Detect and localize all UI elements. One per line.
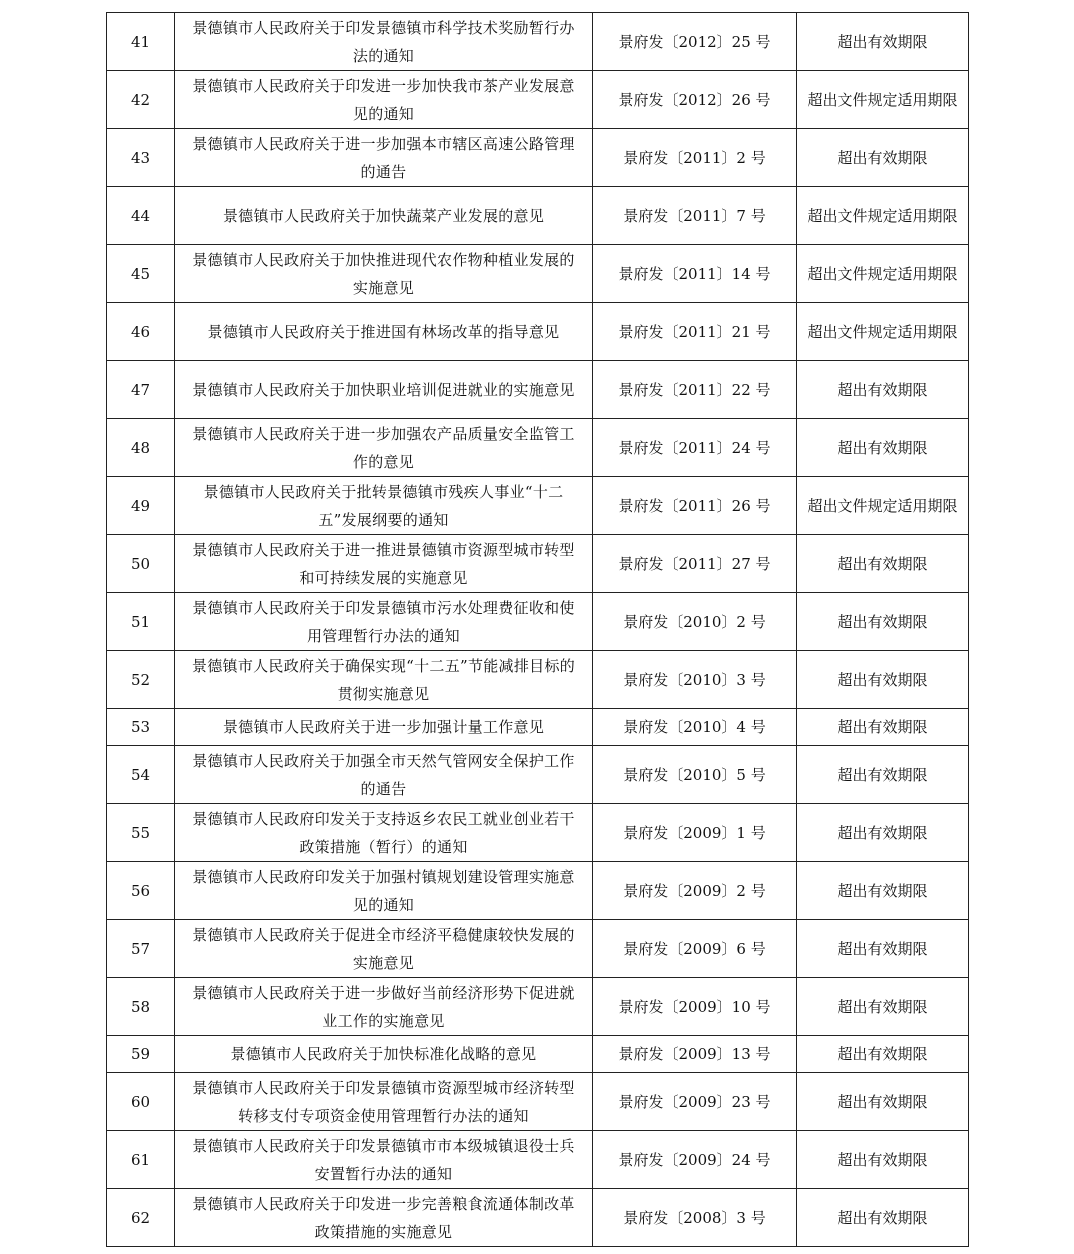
row-number: 49 bbox=[107, 477, 175, 535]
status-reason: 超出有效期限 bbox=[797, 709, 969, 746]
status-reason: 超出有效期限 bbox=[797, 1131, 969, 1189]
table-row bbox=[107, 535, 969, 593]
document-title: 景德镇市人民政府印发关于加强村镇规划建设管理实施意见的通知 bbox=[175, 862, 593, 920]
abolished-documents-table bbox=[106, 12, 969, 1247]
status-reason: 超出有效期限 bbox=[797, 862, 969, 920]
document-title: 景德镇市人民政府关于确保实现“十二五”节能减排目标的贯彻实施意见 bbox=[175, 651, 593, 709]
status-reason: 超出有效期限 bbox=[797, 1073, 969, 1131]
row-number: 44 bbox=[107, 187, 175, 245]
row-number: 52 bbox=[107, 651, 175, 709]
row-number: 50 bbox=[107, 535, 175, 593]
table-row bbox=[107, 920, 969, 978]
document-title: 景德镇市人民政府关于印发景德镇市科学技术奖励暂行办法的通知 bbox=[175, 13, 593, 71]
status-reason: 超出有效期限 bbox=[797, 651, 969, 709]
document-title: 景德镇市人民政府关于印发景德镇市污水处理费征收和使用管理暂行办法的通知 bbox=[175, 593, 593, 651]
document-title: 景德镇市人民政府关于印发景德镇市市本级城镇退役士兵安置暂行办法的通知 bbox=[175, 1131, 593, 1189]
status-reason: 超出文件规定适用期限 bbox=[797, 303, 969, 361]
document-title: 景德镇市人民政府关于加快标准化战略的意见 bbox=[175, 1036, 593, 1073]
status-reason: 超出有效期限 bbox=[797, 804, 969, 862]
row-number: 53 bbox=[107, 709, 175, 746]
row-number: 59 bbox=[107, 1036, 175, 1073]
row-number: 51 bbox=[107, 593, 175, 651]
table-row bbox=[107, 651, 969, 709]
table-row bbox=[107, 978, 969, 1036]
row-number: 56 bbox=[107, 862, 175, 920]
status-reason: 超出有效期限 bbox=[797, 13, 969, 71]
status-reason: 超出有效期限 bbox=[797, 1036, 969, 1073]
row-number: 55 bbox=[107, 804, 175, 862]
document-number: 景府发〔2010〕3 号 bbox=[593, 651, 797, 709]
document-title: 景德镇市人民政府关于进一步做好当前经济形势下促进就业工作的实施意见 bbox=[175, 978, 593, 1036]
document-title: 景德镇市人民政府关于印发景德镇市资源型城市经济转型转移支付专项资金使用管理暂行办法的通知 bbox=[175, 1073, 593, 1131]
document-number: 景府发〔2009〕2 号 bbox=[593, 862, 797, 920]
table-row bbox=[107, 419, 969, 477]
table-row bbox=[107, 709, 969, 746]
row-number: 41 bbox=[107, 13, 175, 71]
document-number: 景府发〔2010〕4 号 bbox=[593, 709, 797, 746]
row-number: 45 bbox=[107, 245, 175, 303]
document-number: 景府发〔2011〕22 号 bbox=[593, 361, 797, 419]
table-row bbox=[107, 1189, 969, 1247]
document-number: 景府发〔2009〕10 号 bbox=[593, 978, 797, 1036]
document-number: 景府发〔2011〕26 号 bbox=[593, 477, 797, 535]
document-number: 景府发〔2009〕1 号 bbox=[593, 804, 797, 862]
document-title: 景德镇市人民政府关于加快职业培训促进就业的实施意见 bbox=[175, 361, 593, 419]
table-row bbox=[107, 862, 969, 920]
document-number: 景府发〔2011〕21 号 bbox=[593, 303, 797, 361]
document-title: 景德镇市人民政府印发关于支持返乡农民工就业创业若干政策措施（暂行）的通知 bbox=[175, 804, 593, 862]
document-number: 景府发〔2010〕5 号 bbox=[593, 746, 797, 804]
document-number: 景府发〔2011〕24 号 bbox=[593, 419, 797, 477]
status-reason: 超出有效期限 bbox=[797, 361, 969, 419]
document-title: 景德镇市人民政府关于加快推进现代农作物种植业发展的实施意见 bbox=[175, 245, 593, 303]
row-number: 61 bbox=[107, 1131, 175, 1189]
status-reason: 超出有效期限 bbox=[797, 535, 969, 593]
document-number: 景府发〔2009〕13 号 bbox=[593, 1036, 797, 1073]
row-number: 43 bbox=[107, 129, 175, 187]
table-row bbox=[107, 303, 969, 361]
status-reason: 超出有效期限 bbox=[797, 593, 969, 651]
table-row bbox=[107, 1036, 969, 1073]
row-number: 58 bbox=[107, 978, 175, 1036]
document-number: 景府发〔2011〕2 号 bbox=[593, 129, 797, 187]
document-number: 景府发〔2011〕27 号 bbox=[593, 535, 797, 593]
row-number: 60 bbox=[107, 1073, 175, 1131]
table-row bbox=[107, 1131, 969, 1189]
status-reason: 超出有效期限 bbox=[797, 978, 969, 1036]
status-reason: 超出文件规定适用期限 bbox=[797, 71, 969, 129]
document-title: 景德镇市人民政府关于进一步加强本市辖区高速公路管理的通告 bbox=[175, 129, 593, 187]
row-number: 57 bbox=[107, 920, 175, 978]
status-reason: 超出有效期限 bbox=[797, 746, 969, 804]
document-title: 景德镇市人民政府关于印发进一步加快我市茶产业发展意见的通知 bbox=[175, 71, 593, 129]
document-number: 景府发〔2009〕23 号 bbox=[593, 1073, 797, 1131]
table-row bbox=[107, 129, 969, 187]
document-number: 景府发〔2011〕14 号 bbox=[593, 245, 797, 303]
table-row bbox=[107, 593, 969, 651]
table-row bbox=[107, 1073, 969, 1131]
table-row bbox=[107, 245, 969, 303]
document-title: 景德镇市人民政府关于批转景德镇市残疾人事业“十二五”发展纲要的通知 bbox=[175, 477, 593, 535]
row-number: 62 bbox=[107, 1189, 175, 1247]
row-number: 47 bbox=[107, 361, 175, 419]
document-number: 景府发〔2008〕3 号 bbox=[593, 1189, 797, 1247]
status-reason: 超出文件规定适用期限 bbox=[797, 187, 969, 245]
table-row bbox=[107, 477, 969, 535]
status-reason: 超出有效期限 bbox=[797, 129, 969, 187]
row-number: 42 bbox=[107, 71, 175, 129]
document-number: 景府发〔2010〕2 号 bbox=[593, 593, 797, 651]
document-number: 景府发〔2011〕7 号 bbox=[593, 187, 797, 245]
document-page bbox=[106, 12, 968, 1247]
table-row bbox=[107, 746, 969, 804]
document-number: 景府发〔2012〕26 号 bbox=[593, 71, 797, 129]
status-reason: 超出文件规定适用期限 bbox=[797, 477, 969, 535]
document-title: 景德镇市人民政府关于加强全市天然气管网安全保护工作的通告 bbox=[175, 746, 593, 804]
status-reason: 超出有效期限 bbox=[797, 419, 969, 477]
document-title: 景德镇市人民政府关于推进国有林场改革的指导意见 bbox=[175, 303, 593, 361]
row-number: 48 bbox=[107, 419, 175, 477]
document-number: 景府发〔2012〕25 号 bbox=[593, 13, 797, 71]
row-number: 46 bbox=[107, 303, 175, 361]
document-title: 景德镇市人民政府关于印发进一步完善粮食流通体制改革政策措施的实施意见 bbox=[175, 1189, 593, 1247]
document-title: 景德镇市人民政府关于进一推进景德镇市资源型城市转型和可持续发展的实施意见 bbox=[175, 535, 593, 593]
status-reason: 超出文件规定适用期限 bbox=[797, 245, 969, 303]
document-title: 景德镇市人民政府关于进一步加强计量工作意见 bbox=[175, 709, 593, 746]
document-title: 景德镇市人民政府关于加快蔬菜产业发展的意见 bbox=[175, 187, 593, 245]
status-reason: 超出有效期限 bbox=[797, 920, 969, 978]
document-number: 景府发〔2009〕6 号 bbox=[593, 920, 797, 978]
row-number: 54 bbox=[107, 746, 175, 804]
status-reason: 超出有效期限 bbox=[797, 1189, 969, 1247]
table-row bbox=[107, 361, 969, 419]
table-row bbox=[107, 71, 969, 129]
table-row bbox=[107, 804, 969, 862]
document-number: 景府发〔2009〕24 号 bbox=[593, 1131, 797, 1189]
document-title: 景德镇市人民政府关于进一步加强农产品质量安全监管工作的意见 bbox=[175, 419, 593, 477]
table-row bbox=[107, 13, 969, 71]
table-row bbox=[107, 187, 969, 245]
document-title: 景德镇市人民政府关于促进全市经济平稳健康较快发展的实施意见 bbox=[175, 920, 593, 978]
